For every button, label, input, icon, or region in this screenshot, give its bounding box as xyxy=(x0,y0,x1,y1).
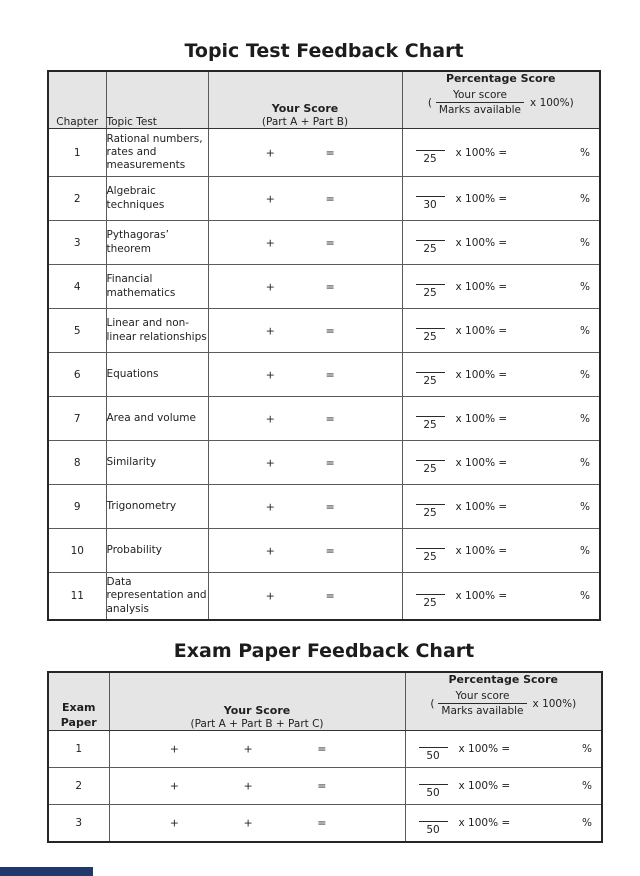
score-entry-cell xyxy=(109,805,405,843)
percent-sign: % xyxy=(582,743,592,755)
score-over-marks-fraction xyxy=(438,690,526,717)
percentage-formula-row xyxy=(403,177,600,220)
percentage-cell xyxy=(402,573,600,621)
marks-available: 25 xyxy=(423,463,437,475)
topic-name-cell: Linear and non-linear relationships xyxy=(106,309,208,353)
plus-sign: + xyxy=(265,456,275,469)
percent-sign: % xyxy=(582,817,592,829)
exam-chart-title: Exam Paper Feedback Chart xyxy=(173,640,475,662)
blank-numerator-line xyxy=(416,284,445,285)
chapter-number-cell: 10 xyxy=(48,529,106,573)
percentage-cell xyxy=(402,397,600,441)
marks-available: 50 xyxy=(426,786,440,799)
fraction-numerator: Your score xyxy=(452,89,507,101)
percentage-formula-row xyxy=(403,265,600,308)
percent-sign: % xyxy=(580,544,590,557)
percentage-formula-row xyxy=(403,529,600,572)
your-score-title: Your Score xyxy=(223,704,291,717)
percent-sign: % xyxy=(580,500,590,513)
percentage-formula-row xyxy=(406,805,602,841)
score-fraction xyxy=(416,318,445,343)
table-row xyxy=(48,731,602,768)
topic-name-cell: Similarity xyxy=(106,441,208,485)
percentage-formula-row xyxy=(403,397,600,440)
times-100-text: x 100% = xyxy=(455,192,508,205)
score-fraction xyxy=(419,811,448,836)
score-entry-cell xyxy=(208,441,402,485)
chapter-number-cell: 1 xyxy=(48,129,106,177)
equals-sign: = xyxy=(325,146,335,159)
score-fraction xyxy=(416,406,445,431)
score-entry-cell xyxy=(208,177,402,221)
plus-sign: + xyxy=(265,236,275,249)
plus-sign: + xyxy=(243,779,253,793)
times-100-text: x 100% = xyxy=(455,146,508,159)
blank-numerator-line xyxy=(416,594,445,595)
score-entry-cell xyxy=(109,731,405,768)
percentage-formula xyxy=(403,89,600,116)
equals-sign: = xyxy=(325,236,335,249)
topic-name-cell: Probability xyxy=(106,529,208,573)
score-entry-cell xyxy=(208,265,402,309)
table-row xyxy=(48,573,600,621)
marks-available: 25 xyxy=(423,287,437,299)
percent-sign: % xyxy=(580,236,590,249)
times-100-text: x 100% = xyxy=(455,456,508,469)
table-row xyxy=(48,309,600,353)
exam-paper-number-cell: 2 xyxy=(48,768,109,805)
times-100-text: x 100% = xyxy=(455,324,508,337)
percentage-cell xyxy=(402,265,600,309)
blank-numerator-line xyxy=(416,196,445,197)
equals-sign: = xyxy=(325,412,335,425)
score-entry-cell xyxy=(208,309,402,353)
equals-sign: = xyxy=(317,742,327,756)
percentage-formula-row xyxy=(406,768,602,804)
equals-sign: = xyxy=(317,779,327,793)
percentage-formula-row xyxy=(403,485,600,528)
score-entry-cell xyxy=(208,353,402,397)
score-fraction xyxy=(416,274,445,299)
score-entry-cell xyxy=(208,529,402,573)
topic-name-cell: Trigonometry xyxy=(106,485,208,529)
table-row xyxy=(48,805,602,843)
fraction-numerator: Your score xyxy=(455,690,510,702)
table-row xyxy=(48,265,600,309)
marks-available: 50 xyxy=(426,823,440,836)
exam-paper-label-line2: Paper xyxy=(60,715,97,729)
times-100-text: x 100% = xyxy=(455,412,508,425)
percent-sign: % xyxy=(580,146,590,159)
marks-available: 25 xyxy=(423,596,437,609)
score-entry-cell xyxy=(208,129,402,177)
marks-available: 30 xyxy=(423,199,437,211)
percentage-formula-row xyxy=(403,129,600,176)
your-score-subtitle: (Part A + Part B + Part C) xyxy=(190,718,324,730)
times-100-text: x 100% = xyxy=(455,500,508,513)
percentage-cell xyxy=(405,731,602,768)
percent-sign: % xyxy=(580,590,590,602)
percentage-formula-row xyxy=(403,309,600,352)
percentage-formula-row xyxy=(406,731,602,767)
chapter-number-cell: 11 xyxy=(48,573,106,621)
table-row xyxy=(48,768,602,805)
equals-sign: = xyxy=(325,192,335,205)
equals-sign: = xyxy=(325,456,335,469)
table-row xyxy=(48,485,600,529)
table-row xyxy=(48,221,600,265)
score-fraction xyxy=(416,538,445,563)
table-row xyxy=(48,397,600,441)
times-100-text: x 100% = xyxy=(458,743,511,755)
equals-sign: = xyxy=(325,324,335,337)
score-fraction xyxy=(416,450,445,475)
score-fraction xyxy=(419,774,448,799)
chapter-number-cell: 8 xyxy=(48,441,106,485)
plus-sign: + xyxy=(265,412,275,425)
chapter-number-cell: 6 xyxy=(48,353,106,397)
plus-sign: + xyxy=(169,742,179,756)
your-score-column-header xyxy=(109,672,405,731)
percent-sign: % xyxy=(580,456,590,469)
percent-sign: % xyxy=(580,368,590,381)
equals-sign: = xyxy=(325,589,335,603)
times-100-text: x 100% = xyxy=(455,368,508,381)
chapter-number-cell: 3 xyxy=(48,221,106,265)
open-paren: ( xyxy=(427,96,432,109)
topic-name-cell: Rational numbers, rates and measurements xyxy=(106,129,208,177)
marks-available: 25 xyxy=(423,419,437,431)
blank-numerator-line xyxy=(416,328,445,329)
table-row xyxy=(48,353,600,397)
topic-name-cell: Financial mathematics xyxy=(106,265,208,309)
percentage-cell xyxy=(402,221,600,265)
percent-sign: % xyxy=(580,412,590,425)
document-page xyxy=(47,0,601,843)
topic-name-cell: Data representation and analysis xyxy=(106,573,208,621)
plus-sign: + xyxy=(265,500,275,513)
plus-sign: + xyxy=(169,779,179,793)
your-score-column-header xyxy=(208,71,402,129)
score-fraction xyxy=(416,362,445,387)
plus-sign: + xyxy=(243,816,253,830)
topic-name-cell: Area and volume xyxy=(106,397,208,441)
blank-numerator-line xyxy=(416,504,445,505)
topic-name-cell: Pythagoras’ theorem xyxy=(106,221,208,265)
plus-sign: + xyxy=(265,589,275,603)
table-row xyxy=(48,129,600,177)
blank-numerator-line xyxy=(416,416,445,417)
percent-sign: % xyxy=(580,324,590,337)
topic-test-column-header: Topic Test xyxy=(106,71,208,129)
plus-sign: + xyxy=(243,742,253,756)
exam-paper-label-line1: Exam xyxy=(62,701,96,715)
plus-sign: + xyxy=(265,280,275,293)
percentage-cell xyxy=(405,768,602,805)
percentage-score-column-header xyxy=(405,672,602,731)
score-entry-cell xyxy=(208,573,402,621)
score-entry-cell xyxy=(109,768,405,805)
fraction-denominator: Marks available xyxy=(436,102,524,116)
times-100-text: x 100% = xyxy=(455,236,508,249)
percentage-cell xyxy=(402,529,600,573)
percentage-cell xyxy=(402,441,600,485)
plus-sign: + xyxy=(265,324,275,337)
blank-numerator-line xyxy=(416,548,445,549)
plus-sign: + xyxy=(169,816,179,830)
equals-sign: = xyxy=(325,500,335,513)
score-entry-cell xyxy=(208,397,402,441)
percent-sign: % xyxy=(580,192,590,205)
fraction-denominator: Marks available xyxy=(438,703,526,717)
blank-numerator-line xyxy=(419,821,448,822)
percentage-formula-row xyxy=(403,221,600,264)
blank-numerator-line xyxy=(416,240,445,241)
percentage-formula-row xyxy=(403,441,600,484)
equals-sign: = xyxy=(325,368,335,381)
exam-table-header-row xyxy=(48,672,602,731)
plus-sign: + xyxy=(265,544,275,557)
percentage-score-column-header xyxy=(402,71,600,129)
chapter-number-cell: 2 xyxy=(48,177,106,221)
percent-sign: % xyxy=(580,280,590,293)
times-100-text: x 100% = xyxy=(458,817,511,829)
times-100-suffix: x 100%) xyxy=(532,697,577,710)
equals-sign: = xyxy=(317,816,327,830)
topic-chart-title: Topic Test Feedback Chart xyxy=(184,40,464,62)
exam-paper-number-cell: 1 xyxy=(48,731,109,768)
times-100-text: x 100% = xyxy=(455,590,508,602)
score-fraction xyxy=(416,230,445,255)
blank-numerator-line xyxy=(416,150,445,151)
marks-available: 25 xyxy=(423,507,437,519)
equals-sign: = xyxy=(325,544,335,557)
chapter-number-cell: 9 xyxy=(48,485,106,529)
percentage-cell xyxy=(402,129,600,177)
topic-name-cell: Equations xyxy=(106,353,208,397)
plus-sign: + xyxy=(265,146,275,159)
score-fraction xyxy=(416,584,445,609)
topic-test-table xyxy=(47,70,601,621)
blank-numerator-line xyxy=(416,372,445,373)
chapter-column-header: Chapter xyxy=(48,71,106,129)
percentage-formula xyxy=(406,690,602,717)
marks-available: 50 xyxy=(426,749,440,762)
your-score-title: Your Score xyxy=(271,102,339,115)
score-entry-cell xyxy=(208,485,402,529)
exam-paper-column-header xyxy=(48,672,109,731)
percentage-cell xyxy=(402,353,600,397)
chapter-number-cell: 4 xyxy=(48,265,106,309)
score-fraction xyxy=(416,186,445,211)
percentage-score-title: Percentage Score xyxy=(448,673,558,686)
equals-sign: = xyxy=(325,280,335,293)
plus-sign: + xyxy=(265,368,275,381)
times-100-text: x 100% = xyxy=(455,280,508,293)
footer-accent-bar xyxy=(0,867,93,876)
score-fraction xyxy=(416,494,445,519)
times-100-text: x 100% = xyxy=(458,780,511,792)
marks-available: 25 xyxy=(423,551,437,563)
percent-sign: % xyxy=(582,780,592,792)
topic-table-header-row xyxy=(48,71,600,129)
your-score-subtitle: (Part A + Part B) xyxy=(261,116,349,128)
score-entry-cell xyxy=(208,221,402,265)
percentage-formula-row xyxy=(403,353,600,396)
score-over-marks-fraction xyxy=(436,89,524,116)
marks-available: 25 xyxy=(423,375,437,387)
open-paren: ( xyxy=(430,697,435,710)
percentage-score-title: Percentage Score xyxy=(446,72,556,85)
percentage-cell xyxy=(402,309,600,353)
blank-numerator-line xyxy=(416,460,445,461)
blank-numerator-line xyxy=(419,784,448,785)
score-fraction xyxy=(419,737,448,762)
percentage-cell xyxy=(405,805,602,843)
table-row xyxy=(48,441,600,485)
chapter-number-cell: 7 xyxy=(48,397,106,441)
chapter-number-cell: 5 xyxy=(48,309,106,353)
topic-name-cell: Algebraic techniques xyxy=(106,177,208,221)
table-row xyxy=(48,529,600,573)
marks-available: 25 xyxy=(423,243,437,255)
percentage-cell xyxy=(402,485,600,529)
times-100-text: x 100% = xyxy=(455,544,508,557)
percentage-formula-row xyxy=(403,573,600,619)
times-100-suffix: x 100%) xyxy=(530,96,574,109)
score-fraction xyxy=(416,140,445,165)
marks-available: 25 xyxy=(423,331,437,343)
percentage-cell xyxy=(402,177,600,221)
blank-numerator-line xyxy=(419,747,448,748)
exam-paper-number-cell: 3 xyxy=(48,805,109,843)
exam-paper-table xyxy=(47,671,603,843)
plus-sign: + xyxy=(265,192,275,205)
table-row xyxy=(48,177,600,221)
marks-available: 25 xyxy=(423,153,437,165)
